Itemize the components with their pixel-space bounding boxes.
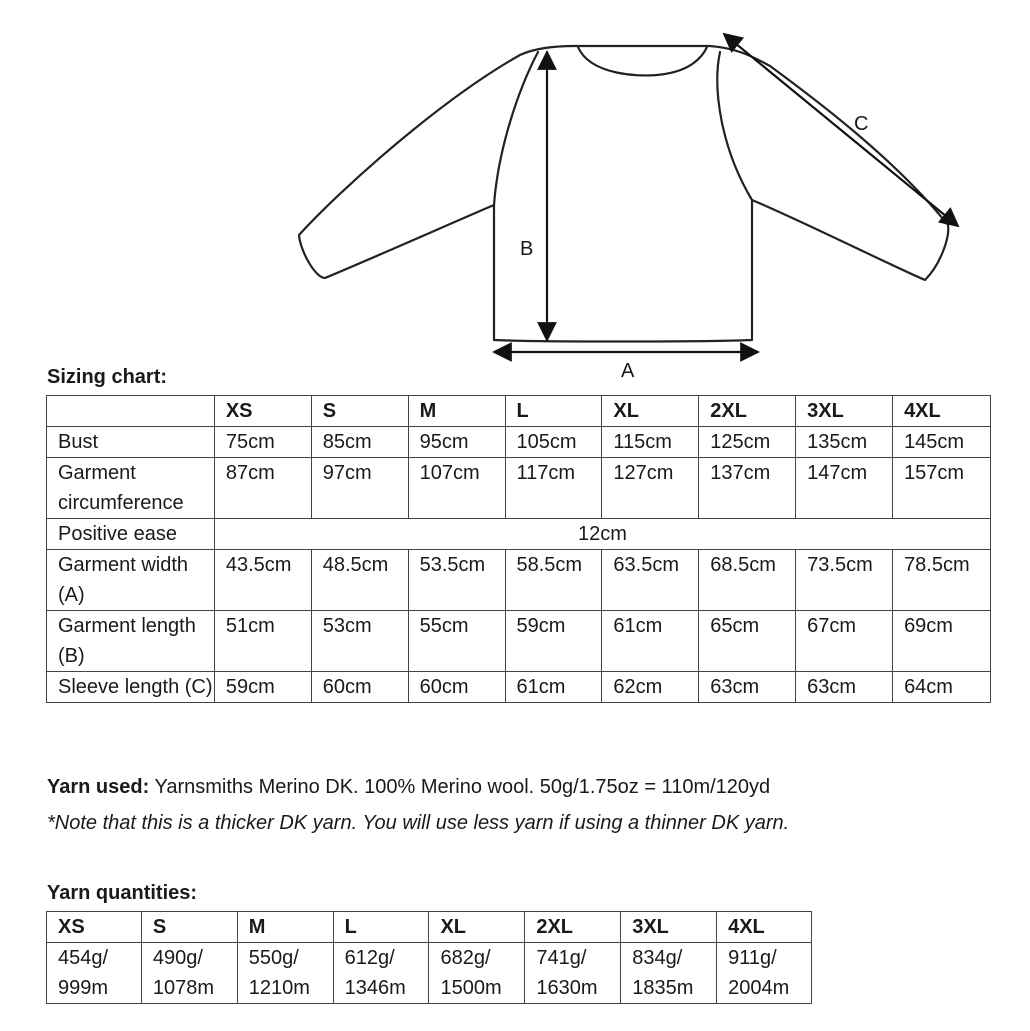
size-header: 4XL: [717, 912, 812, 943]
size-header: 3XL: [621, 912, 717, 943]
table-cell: 73.5cm: [796, 550, 893, 611]
size-header: XL: [602, 396, 699, 427]
table-cell: 85cm: [311, 427, 408, 458]
table-cell: 95cm: [408, 427, 505, 458]
table-cell: 53.5cm: [408, 550, 505, 611]
size-header: XL: [429, 912, 525, 943]
qty-cell: 911g/ 2004m: [717, 943, 812, 1004]
qty-cell: 454g/ 999m: [47, 943, 142, 1004]
table-cell: 115cm: [602, 427, 699, 458]
yarn-quantities-table: [46, 911, 812, 1004]
table-cell: 78.5cm: [893, 550, 991, 611]
yarn-quantities-heading: Yarn quantities:: [47, 882, 198, 904]
table-cell: 53cm: [311, 611, 408, 672]
table-cell: 145cm: [893, 427, 991, 458]
sizing-chart-heading: Sizing chart:: [47, 366, 168, 388]
size-header: XS: [47, 912, 142, 943]
table-cell: 63.5cm: [602, 550, 699, 611]
size-header: L: [505, 396, 602, 427]
neckline: [578, 47, 707, 75]
arrow-c: [724, 34, 958, 226]
size-header: 2XL: [525, 912, 621, 943]
right-armhole-seam: [717, 52, 752, 200]
sweater-diagram: [0, 0, 1030, 390]
left-armhole-seam: [494, 52, 538, 205]
row-label: Garment circumference: [47, 458, 215, 519]
table-cell: 55cm: [408, 611, 505, 672]
table-cell: 43.5cm: [214, 550, 311, 611]
table-cell: 62cm: [602, 672, 699, 703]
qty-cell: 834g/ 1835m: [621, 943, 717, 1004]
label-a: A: [621, 360, 635, 382]
table-cell: 51cm: [214, 611, 311, 672]
table-cell: 97cm: [311, 458, 408, 519]
table-cell: 59cm: [214, 672, 311, 703]
size-header: L: [333, 912, 429, 943]
row-label: Bust: [47, 427, 215, 458]
table-cell: 48.5cm: [311, 550, 408, 611]
size-header: 4XL: [893, 396, 991, 427]
size-header: M: [408, 396, 505, 427]
qty-cell: 550g/ 1210m: [237, 943, 333, 1004]
sizing-table: [46, 395, 991, 703]
table-cell: 60cm: [311, 672, 408, 703]
size-header: XS: [214, 396, 311, 427]
yarn-used-label: Yarn used:: [47, 776, 150, 798]
size-header: 2XL: [699, 396, 796, 427]
table-row: [47, 519, 991, 550]
qty-row: [47, 943, 812, 1004]
table-row: [47, 458, 991, 519]
table-row: [47, 672, 991, 703]
qty-cell: 490g/ 1078m: [141, 943, 237, 1004]
table-row: [47, 427, 991, 458]
table-cell: 147cm: [796, 458, 893, 519]
table-cell: 64cm: [893, 672, 991, 703]
qty-cell: 741g/ 1630m: [525, 943, 621, 1004]
header-corner: [47, 396, 215, 427]
qty-cell: 682g/ 1500m: [429, 943, 525, 1004]
table-cell: 157cm: [893, 458, 991, 519]
table-row: [47, 611, 991, 672]
yarn-note: *Note that this is a thicker DK yarn. You will use less yarn if using a thinner DK yarn.: [47, 812, 790, 834]
sweater-outline: [299, 46, 948, 342]
merged-cell: 12cm: [214, 519, 990, 550]
row-label: Sleeve length (C): [47, 672, 215, 703]
row-label: Positive ease: [47, 519, 215, 550]
table-cell: 58.5cm: [505, 550, 602, 611]
table-cell: 137cm: [699, 458, 796, 519]
yarn-used-line: [47, 776, 770, 799]
size-header: M: [237, 912, 333, 943]
label-c: C: [854, 113, 869, 135]
row-label: Garment width (A): [47, 550, 215, 611]
table-cell: 60cm: [408, 672, 505, 703]
qty-cell: 612g/ 1346m: [333, 943, 429, 1004]
table-cell: 61cm: [602, 611, 699, 672]
size-header: S: [141, 912, 237, 943]
table-cell: 67cm: [796, 611, 893, 672]
table-cell: 107cm: [408, 458, 505, 519]
table-cell: 63cm: [699, 672, 796, 703]
size-header: S: [311, 396, 408, 427]
table-cell: 117cm: [505, 458, 602, 519]
table-cell: 105cm: [505, 427, 602, 458]
table-row: [47, 550, 991, 611]
table-cell: 125cm: [699, 427, 796, 458]
size-header: 3XL: [796, 396, 893, 427]
table-cell: 69cm: [893, 611, 991, 672]
qty-header-row: [47, 912, 812, 943]
table-cell: 75cm: [214, 427, 311, 458]
table-cell: 87cm: [214, 458, 311, 519]
table-cell: 63cm: [796, 672, 893, 703]
yarn-used-text: Yarnsmiths Merino DK. 100% Merino wool. 50g/1.75oz = 110m/120yd: [149, 776, 771, 798]
table-cell: 68.5cm: [699, 550, 796, 611]
table-cell: 59cm: [505, 611, 602, 672]
label-b: B: [520, 238, 534, 260]
table-cell: 135cm: [796, 427, 893, 458]
table-cell: 61cm: [505, 672, 602, 703]
table-cell: 127cm: [602, 458, 699, 519]
size-header-row: [47, 396, 991, 427]
row-label: Garment length (B): [47, 611, 215, 672]
table-cell: 65cm: [699, 611, 796, 672]
